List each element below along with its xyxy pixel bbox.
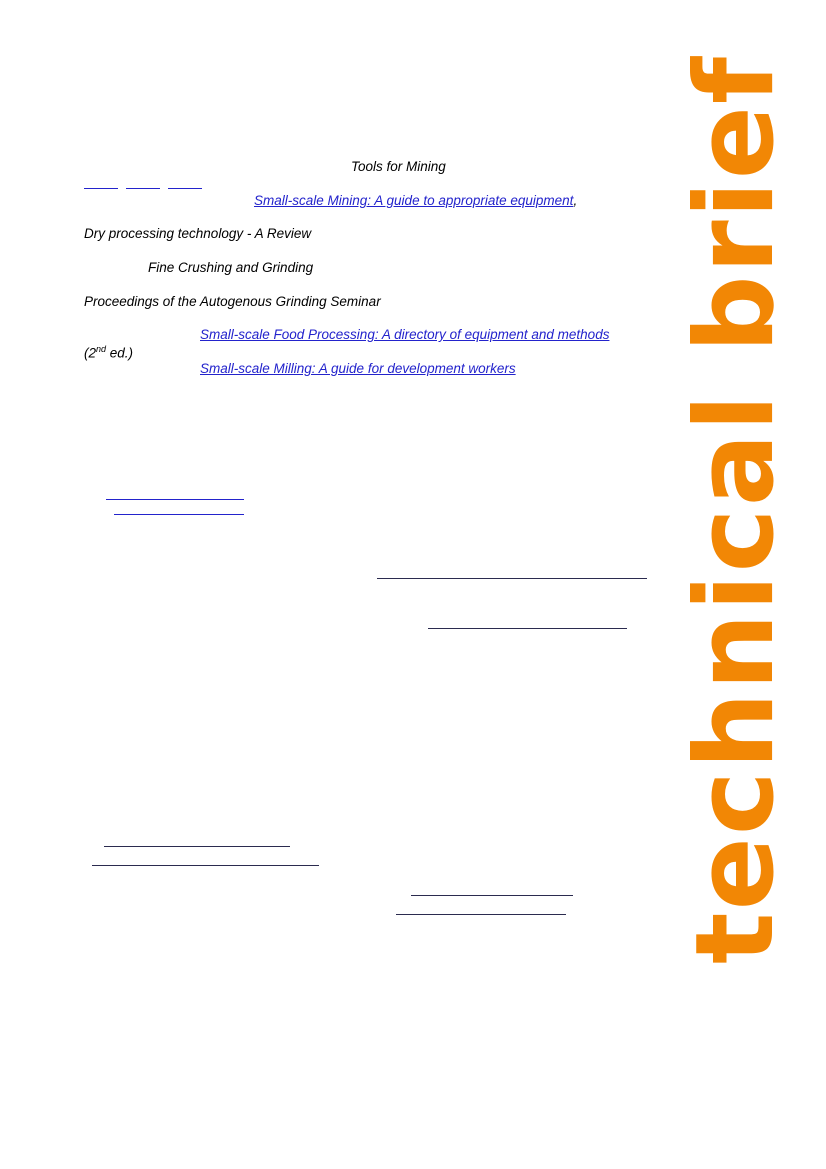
reference-edition-note — [84, 344, 133, 362]
empty-link-rule[interactable] — [84, 188, 118, 189]
banner-label: technical brief — [673, 54, 798, 964]
reference-tools-for-mining — [351, 159, 446, 175]
reference-title: Dry processing technology - A Review — [84, 226, 312, 241]
empty-underline-rule — [411, 895, 573, 896]
edition-prefix: (2 — [84, 345, 97, 361]
empty-link-rule[interactable] — [106, 499, 244, 500]
reference-autogenous-seminar — [84, 294, 381, 310]
link-small-scale-milling[interactable]: Small-scale Milling: A guide for development workers — [200, 361, 516, 376]
reference-small-scale-milling — [200, 361, 516, 377]
empty-link-rule[interactable] — [114, 514, 244, 515]
empty-underline-rule — [396, 914, 566, 915]
link-small-scale-mining[interactable]: Small-scale Mining: A guide to appropriate equipment — [254, 193, 574, 208]
empty-underline-rule — [104, 846, 290, 847]
technical-brief-banner — [646, 0, 826, 1169]
reference-small-scale-mining — [254, 193, 577, 209]
empty-link-rule[interactable] — [168, 188, 202, 189]
edition-ordinal-suffix: nd — [96, 344, 107, 354]
reference-title: Proceedings of the Autogenous Grinding Seminar — [84, 294, 381, 309]
empty-link-rule[interactable] — [126, 188, 160, 189]
reference-small-scale-mining-tail: , — [573, 193, 578, 208]
link-small-scale-food-processing[interactable]: Small-scale Food Processing: A directory of equipment and methods — [200, 327, 610, 342]
empty-underline-rule — [377, 578, 647, 579]
reference-title: Fine Crushing and Grinding — [148, 260, 314, 275]
reference-fine-crushing — [148, 260, 313, 276]
reference-title: Tools for Mining — [351, 159, 446, 174]
empty-underline-rule — [428, 628, 627, 629]
edition-suffix: ed.) — [106, 345, 134, 361]
empty-underline-rule — [92, 865, 319, 866]
reference-small-scale-food-processing — [200, 327, 609, 343]
reference-dry-processing — [84, 226, 311, 242]
